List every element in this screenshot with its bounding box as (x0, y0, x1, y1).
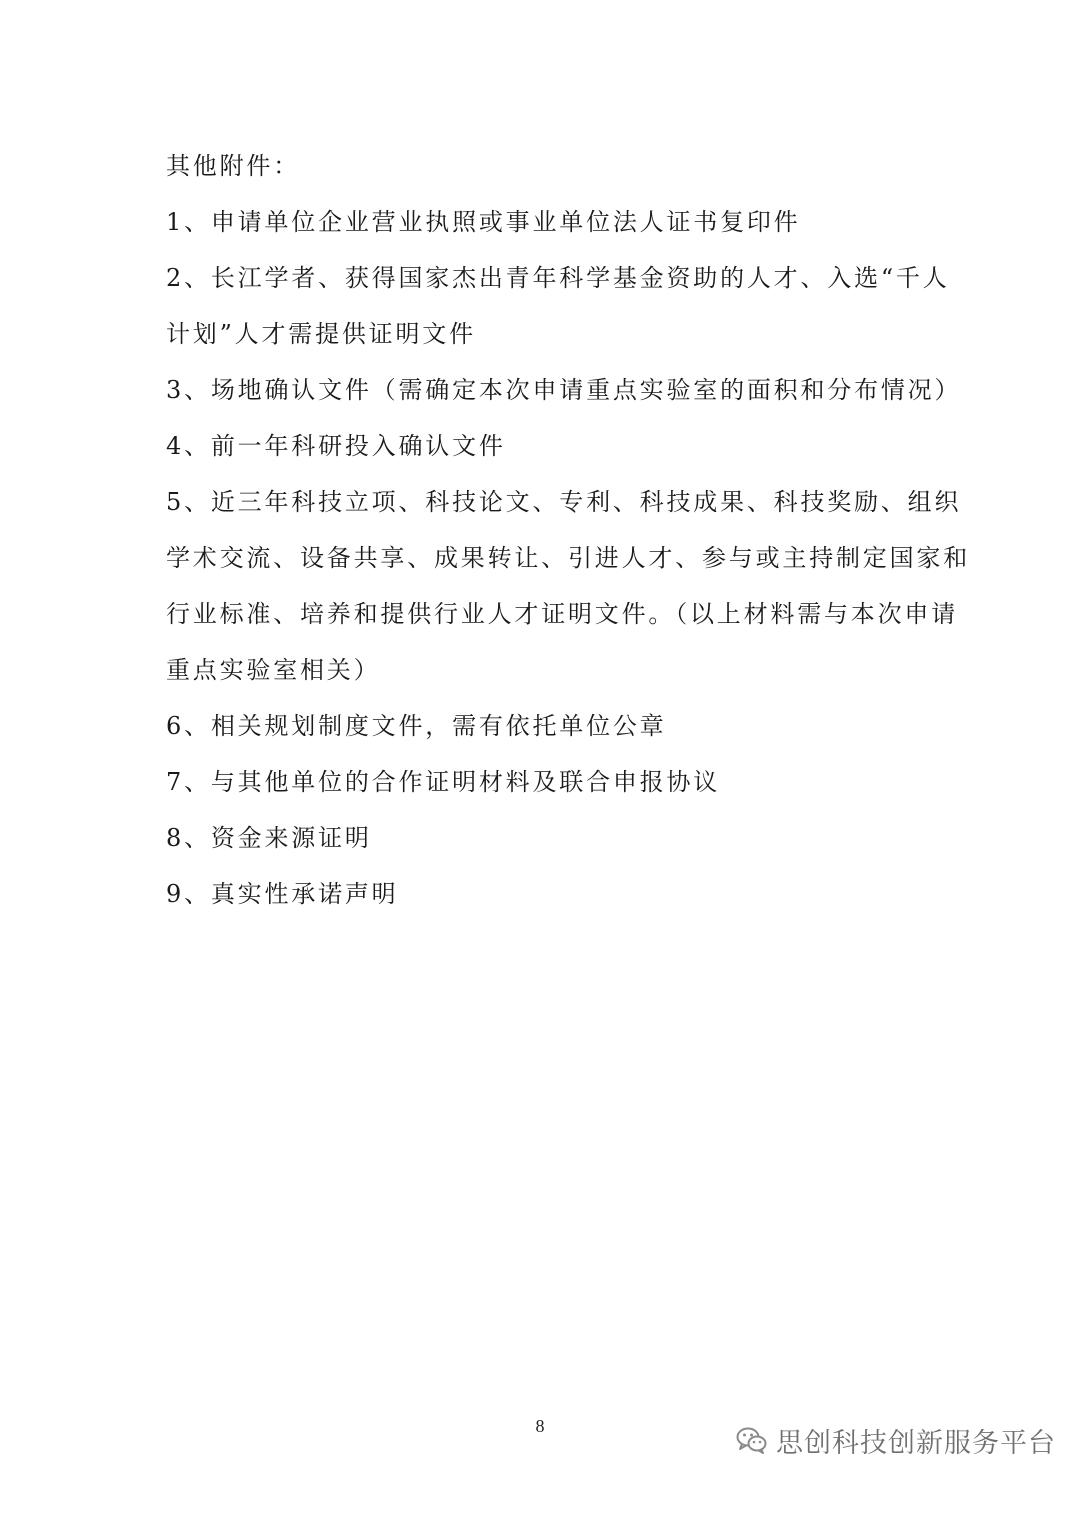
item-2-line-2: 计划”人才需提供证明文件 (166, 320, 476, 348)
item-5-line-4: 重点实验室相关） (166, 656, 381, 684)
list-item (166, 474, 970, 698)
item-3-line-1: 3、场地确认文件（需确定本次申请重点实验室的面积和分布情况） (166, 376, 962, 404)
list-item (166, 810, 926, 866)
item-4-line-1: 4、前一年科研投入确认文件 (166, 432, 506, 460)
wechat-icon (736, 1426, 768, 1454)
item-6-line-1: 6、相关规划制度文件，需有依托单位公章 (166, 712, 667, 740)
attachments-heading: 其他附件： (166, 152, 300, 180)
list-item (166, 250, 950, 362)
item-7-line-1: 7、与其他单位的合作证明材料及联合申报协议 (166, 768, 721, 796)
document-body (166, 138, 970, 922)
list-item (166, 754, 926, 810)
watermark-text: 思创科技创新服务平台 (776, 1427, 1056, 1459)
list-item (166, 418, 926, 474)
list-item (166, 362, 962, 418)
list-item (166, 698, 926, 754)
item-5-line-1: 5、近三年科技立项、科技论文、专利、科技成果、科技奖励、组织 (166, 488, 962, 516)
list-item (166, 866, 926, 922)
item-2-line-1: 2、长江学者、获得国家杰出青年科学基金资助的人才、入选“千人 (166, 264, 950, 292)
item-5-line-3: 行业标准、培养和提供行业人才证明文件。（以上材料需与本次申请 (166, 600, 958, 628)
item-1-line-1: 1、申请单位企业营业执照或事业单位法人证书复印件 (166, 208, 801, 236)
page-number: 8 (535, 1416, 545, 1436)
item-8-line-1: 8、资金来源证明 (166, 824, 372, 852)
item-9-line-1: 9、真实性承诺声明 (166, 880, 399, 908)
wechat-watermark (736, 1418, 1056, 1462)
list-item (166, 194, 926, 250)
item-5-line-2: 学术交流、设备共享、成果转让、引进人才、参与或主持制定国家和 (166, 544, 970, 572)
